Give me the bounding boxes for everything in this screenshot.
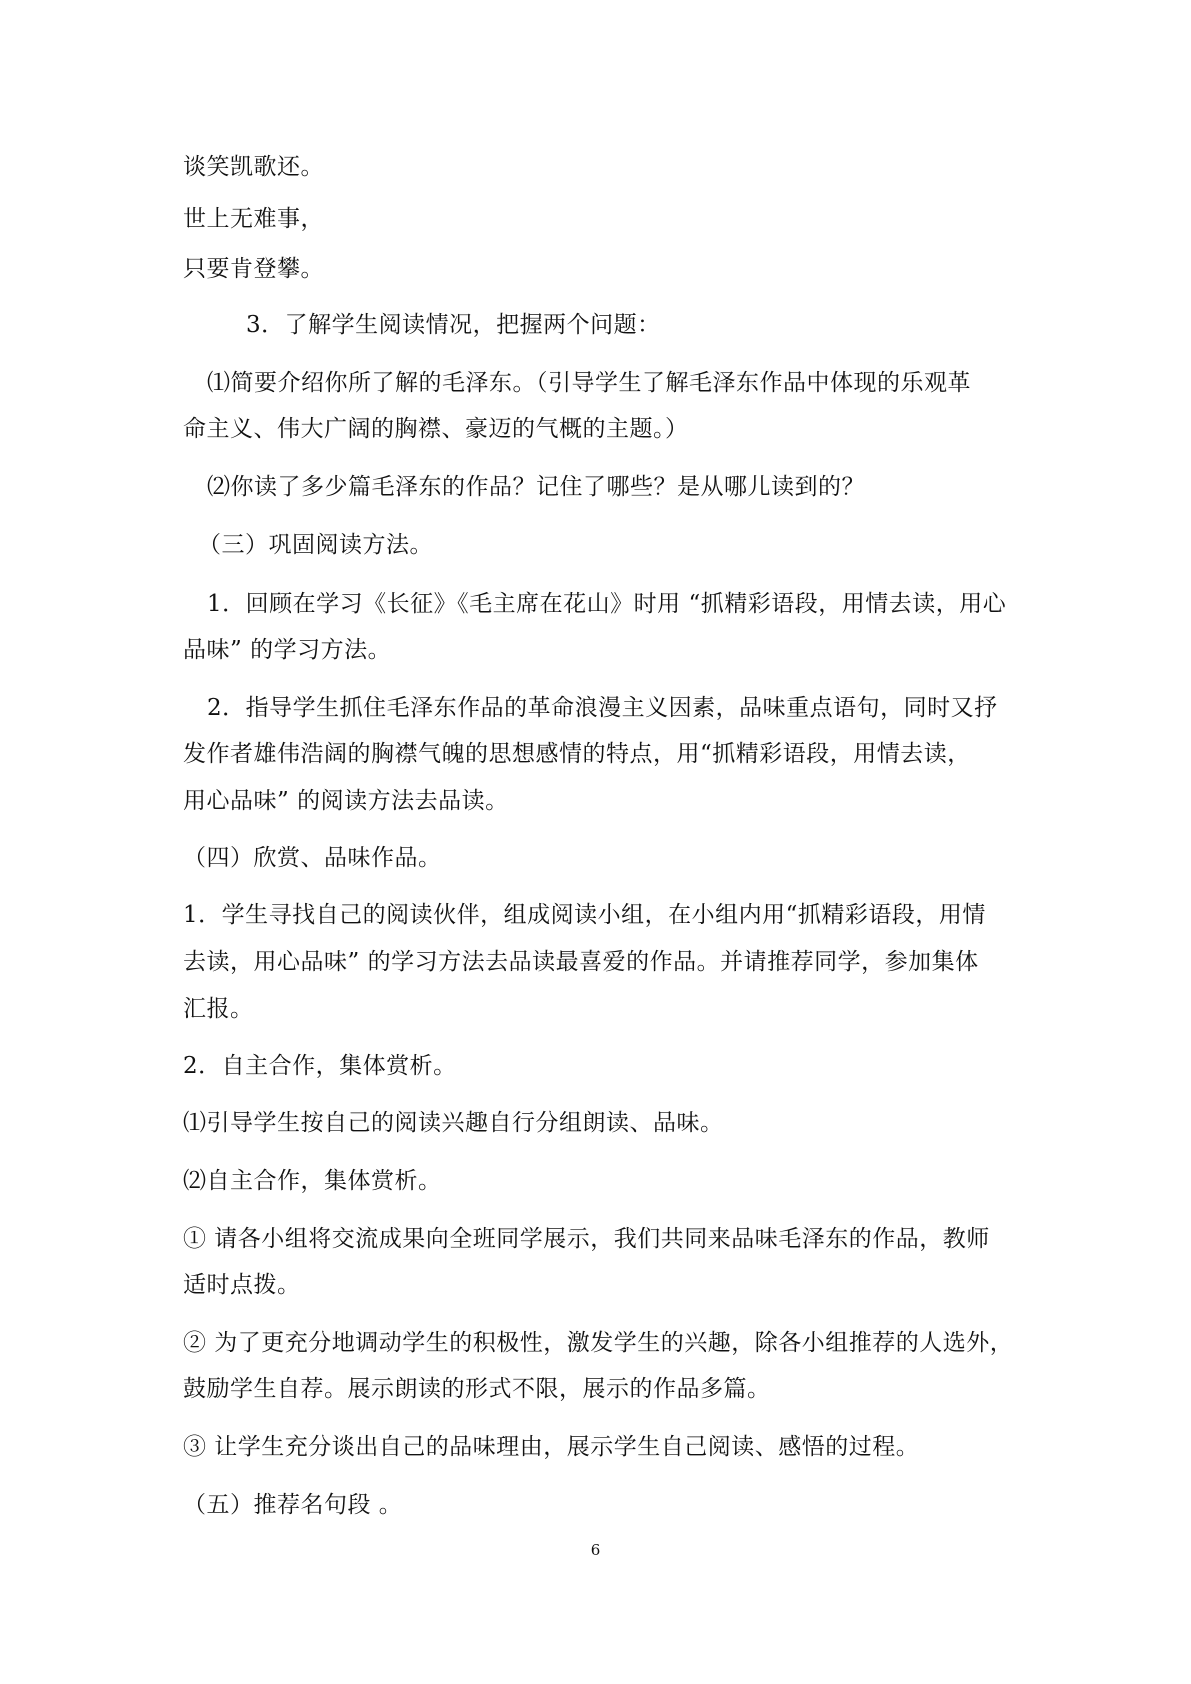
item-1-line-2: 品味” 的学习方法。 xyxy=(183,637,392,663)
sub-item-2: ⑵自主合作，集体赏析。 xyxy=(183,1168,442,1194)
item-2-line-3: 用心品味” 的阅读方法去品读。 xyxy=(183,788,509,814)
item-2-line-2: 发作者雄伟浩阔的胸襟气魄的思想感情的特点，用“抓精彩语段，用情去读， xyxy=(183,741,971,767)
bullet-3: ③ 让学生充分谈出自己的品味理由，展示学生自己阅读、感悟的过程。 xyxy=(183,1434,920,1460)
question-2: ⑵你读了多少篇毛泽东的作品？记住了哪些？是从哪儿读到的？ xyxy=(207,474,865,500)
bullet-1-line-2: 适时点拨。 xyxy=(183,1272,301,1298)
poem-line-3: 只要肯登攀。 xyxy=(183,256,324,282)
poem-line-2: 世上无难事， xyxy=(183,206,324,232)
sub-item-1: ⑴引导学生按自己的阅读兴趣自行分组朗读、品味。 xyxy=(183,1110,724,1136)
item-2-line-1: 2．指导学生抓住毛泽东作品的革命浪漫主义因素，品味重点语句，同时又抒 xyxy=(207,695,998,721)
question-1-line-1: ⑴简要介绍你所了解的毛泽东。（引导学生了解毛泽东作品中体现的乐观革 xyxy=(207,370,971,396)
section-4-item-2: 2．自主合作，集体赏析。 xyxy=(183,1053,457,1079)
bullet-2-line-2: 鼓励学生自荐。展示朗读的形式不限，展示的作品多篇。 xyxy=(183,1376,771,1402)
step-3-heading: 3．了解学生阅读情况，把握两个问题： xyxy=(246,312,661,338)
poem-line-1: 谈笑凯歌还。 xyxy=(183,154,324,180)
bullet-1-line-1: ① 请各小组将交流成果向全班同学展示，我们共同来品味毛泽东的作品，教师 xyxy=(183,1226,990,1252)
item-1-line-1: 1．回顾在学习《长征》《毛主席在花山》时用 “抓精彩语段，用情去读，用心 xyxy=(207,591,1007,617)
section-4-item-1-line-3: 汇报。 xyxy=(183,996,254,1022)
question-1-line-2: 命主义、伟大广阔的胸襟、豪迈的气概的主题。） xyxy=(183,416,689,442)
section-4-heading: （四）欣赏、品味作品。 xyxy=(183,845,442,871)
section-4-item-1-line-1: 1．学生寻找自己的阅读伙伴，组成阅读小组，在小组内用“抓精彩语段，用情 xyxy=(183,902,986,928)
page-number: 6 xyxy=(590,1541,601,1559)
section-4-item-1-line-2: 去读，用心品味” 的学习方法去品读最喜爱的作品。并请推荐同学，参加集体 xyxy=(183,949,979,975)
section-3-heading: （三）巩固阅读方法。 xyxy=(198,532,433,558)
section-5-heading: （五）推荐名句段 。 xyxy=(183,1492,403,1518)
bullet-2-line-1: ② 为了更充分地调动学生的积极性，激发学生的兴趣，除各小组推荐的人选外， xyxy=(183,1330,1014,1356)
